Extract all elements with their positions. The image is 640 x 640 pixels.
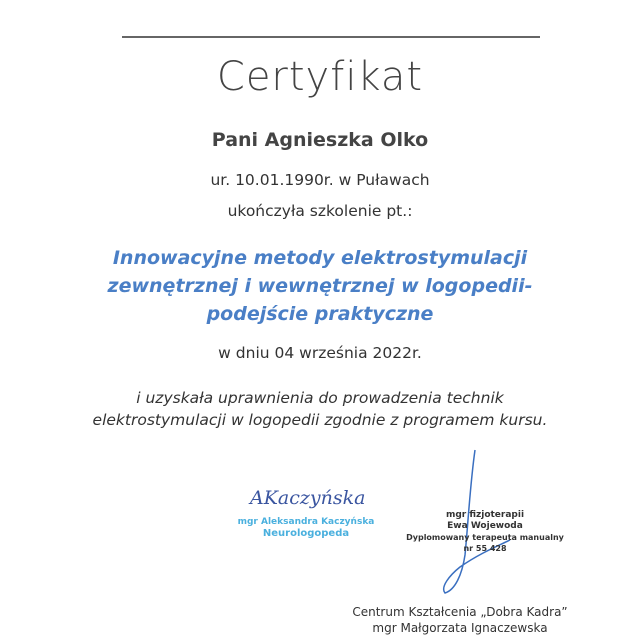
entitlement-text	[0, 387, 640, 431]
course-line: zewnętrznej i wewnętrznej w logopedii-	[107, 275, 533, 297]
signature-1-handwriting: AKaczyńska	[250, 487, 366, 509]
issuer	[330, 604, 590, 636]
course-date: w dniu 04 września 2022r.	[218, 344, 422, 362]
certificate-title: Certyfikat	[216, 54, 424, 100]
course-line: podejście praktyczne	[206, 303, 434, 325]
recipient-name: Pani Agnieszka Olko	[211, 129, 429, 151]
signatory-1	[226, 516, 386, 540]
issuer-director: mgr Małgorzata Ignaczewska	[372, 621, 548, 635]
completed-text: ukończyła szkolenie pt.:	[227, 202, 413, 220]
course-line: Innowacyjne metody elektrostymulacji	[112, 247, 528, 269]
signatory-2-role: Dyplomowany terapeuta manualny	[406, 533, 564, 542]
signatory-2	[400, 510, 570, 554]
course-title	[0, 244, 640, 328]
entitlement-line: elektrostymulacji w logopedii zgodnie z programem kursu.	[92, 411, 548, 429]
issuer-name: Centrum Kształcenia „Dobra Kadra”	[352, 605, 568, 619]
signatory-2-number: nr 55 428	[463, 544, 507, 553]
birth-info: ur. 10.01.1990r. w Puławach	[210, 171, 430, 189]
signatory-1-name: mgr Aleksandra Kaczyńska	[237, 517, 375, 527]
signatory-2-title: mgr fizjoterapii	[445, 510, 525, 520]
signatory-1-role: Neurologopeda	[262, 528, 350, 539]
top-rule	[122, 36, 540, 38]
entitlement-line: i uzyskała uprawnienia do prowadzenia technik	[136, 389, 504, 407]
signatory-2-name: Ewa Wojewoda	[447, 521, 523, 531]
